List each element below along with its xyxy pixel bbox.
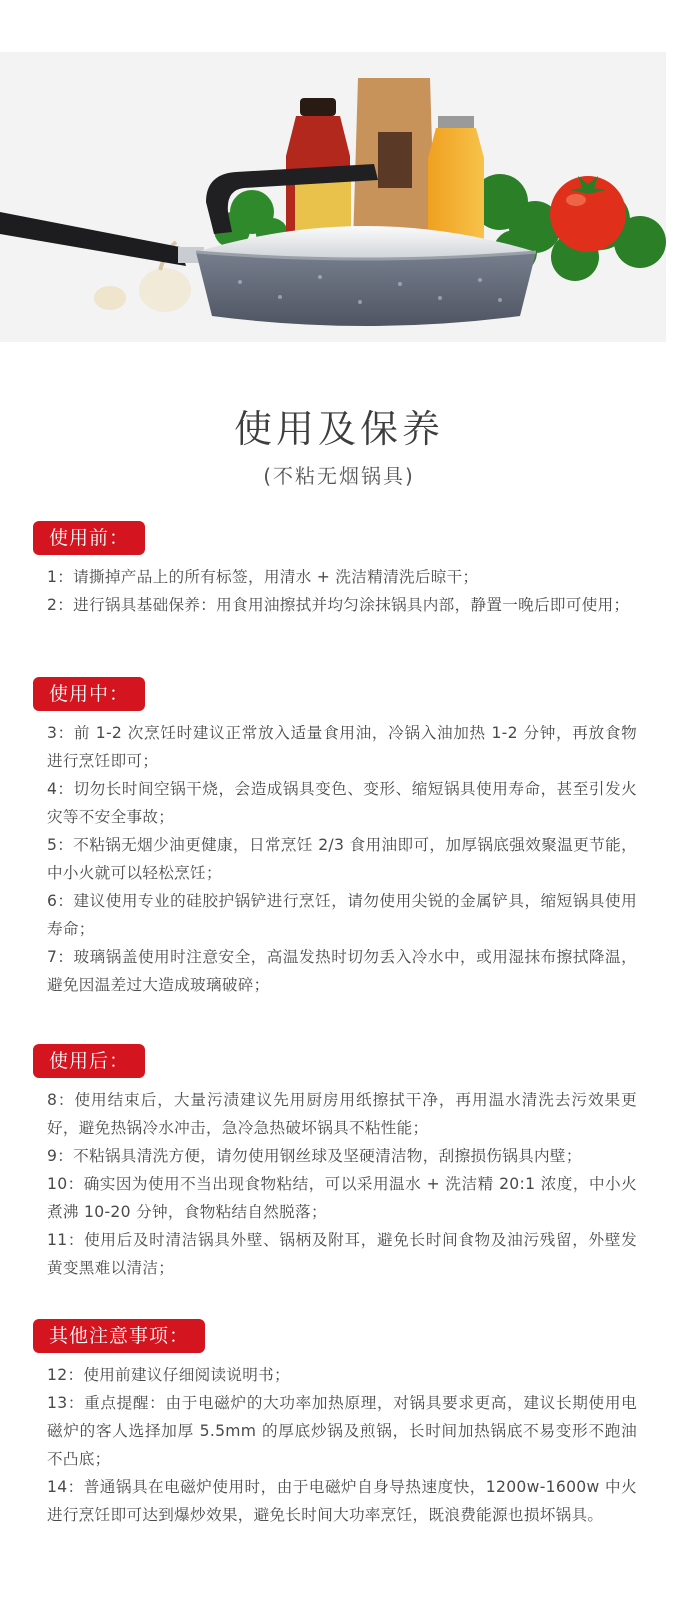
list-item: 14：普通锅具在电磁炉使用时，由于电磁炉自身导热速度快，1200w-1600w 中火进行烹饪即可达到爆炒效果，避免长时间大功率烹饪，既浪费能源也损坏锅具。: [47, 1478, 637, 1524]
hero-image: [0, 52, 666, 342]
page-subtitle: (不粘无烟锅具): [263, 464, 415, 488]
section-items: [47, 563, 637, 619]
list-item: 3：前 1-2 次烹饪时建议正常放入适量食用油，冷锅入油加热 1-2 分钟，再放食物进行烹饪即可；: [47, 724, 637, 770]
list-item: 10：确实因为使用不当出现食物粘结，可以采用温水 + 洗洁精 20:1 浓度，中小火煮沸 10-20 分钟，食物粘结自然脱落；: [47, 1175, 637, 1221]
list-item: 12：使用前建议仔细阅读说明书；: [47, 1366, 290, 1384]
list-item: 5：不粘锅无烟少油更健康，日常烹饪 2/3 食用油即可，加厚锅底强效聚温更节能，中小火就可以轻松烹饪；: [47, 836, 637, 882]
section-badge: 使用后：: [33, 1044, 145, 1078]
list-item: 8：使用结束后，大量污渍建议先用厨房用纸擦拭干净，再用温水清洗去污效果更好，避免热锅冷水冲击，急冷急热破坏锅具不粘性能；: [47, 1091, 637, 1137]
page-title: 使用及保养: [233, 407, 444, 451]
section-badge: 使用前：: [33, 521, 145, 555]
section-items: [47, 719, 637, 999]
list-item: 1：请撕掉产品上的所有标签，用清水 + 洗洁精清洗后晾干；: [47, 568, 479, 586]
list-item: 4：切勿长时间空锅干烧，会造成锅具变色、变形、缩短锅具使用寿命，甚至引发火灾等不安全事故；: [47, 780, 637, 826]
list-item: 11：使用后及时清洁锅具外壁、锅柄及附耳，避免长时间食物及油污残留，外壁发黄变黑难以清洁；: [47, 1231, 637, 1277]
section-badge: 其他注意事项：: [33, 1319, 205, 1353]
section-badge: 使用中：: [33, 677, 145, 711]
section-items: [47, 1361, 637, 1529]
frying-pan-illustration: [0, 52, 666, 342]
pan-handle: [0, 212, 204, 266]
list-item: 6：建议使用专业的硅胶护锅铲进行烹饪，请勿使用尖锐的金属铲具，缩短锅具使用寿命；: [47, 892, 637, 938]
list-item: 7：玻璃锅盖使用时注意安全，高温发热时切勿丢入冷水中，或用湿抹布擦拭降温，避免因温差过大造成玻璃破碎；: [47, 948, 637, 994]
section-items: [47, 1086, 637, 1282]
list-item: 2：进行锅具基础保养：用食用油擦拭并均匀涂抹锅具内部，静置一晚后即可使用；: [47, 596, 630, 614]
list-item: 13：重点提醒：由于电磁炉的大功率加热原理，对锅具要求更高，建议长期使用电磁炉的客人选择加厚 5.5mm 的厚底炒锅及煎锅，长时间加热锅底不易变形不跑油不凸底；: [47, 1394, 637, 1468]
tomato: [550, 176, 626, 252]
list-item: 9：不粘锅具清洗方便，请勿使用钢丝球及坚硬清洁物，刮擦损伤锅具内壁；: [47, 1147, 582, 1165]
